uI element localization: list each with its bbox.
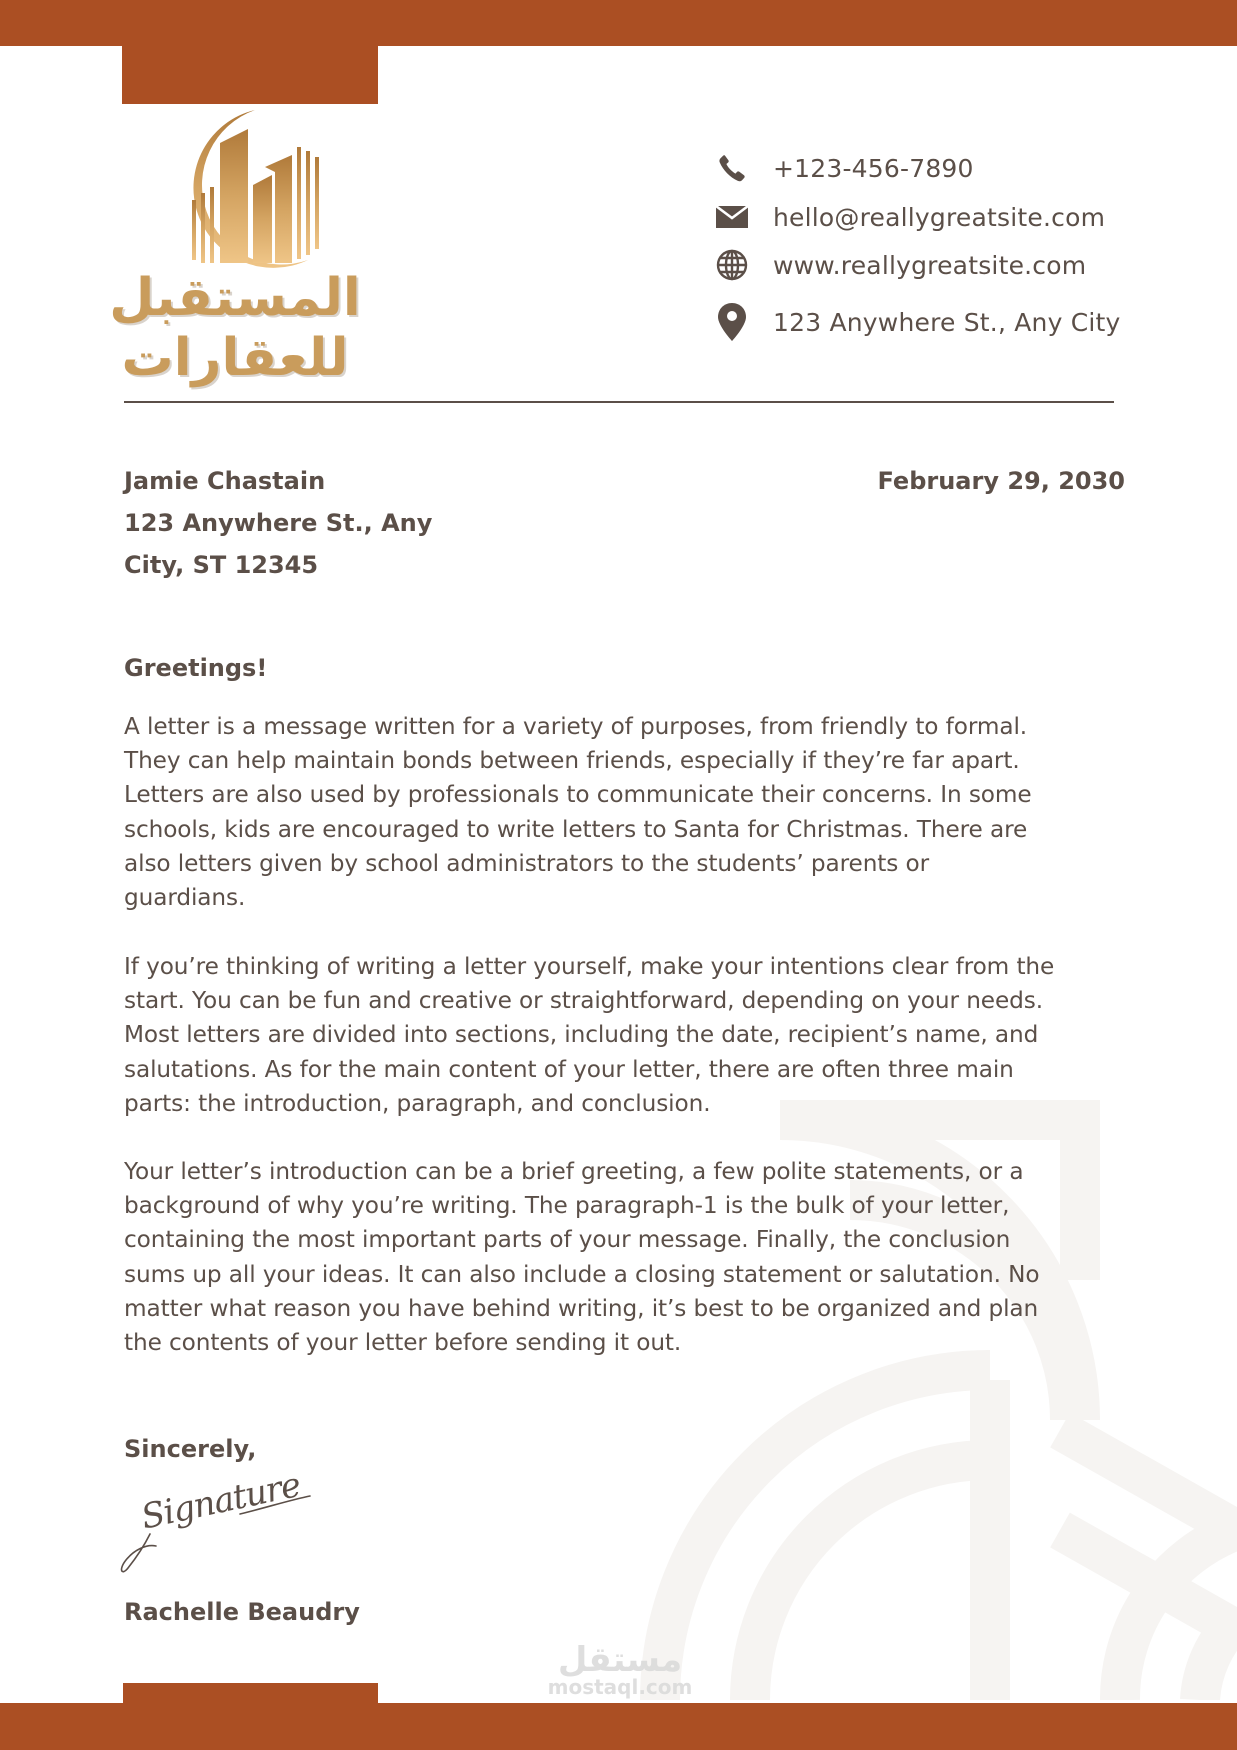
paragraph-line: guardians. — [124, 884, 246, 912]
website-url: www.reallygreatsite.com — [773, 250, 1087, 280]
header-divider — [124, 401, 1114, 403]
signature — [120, 1464, 320, 1579]
paragraph-line: matter what reason you have behind writing, it’s best to be organized and plan — [124, 1294, 1039, 1322]
paragraph-line: They can help maintain bonds between friends, especially if they’re far apart. — [124, 747, 1020, 775]
paragraph-line: sums up all your ideas. It can also include a closing statement or salutation. No — [124, 1260, 1040, 1288]
paragraph-line: If you’re thinking of writing a letter yourself, make your intentions clear from the — [124, 953, 1055, 980]
contact-address — [716, 302, 1166, 342]
recipient-name: Jamie Chastain — [124, 467, 326, 495]
paragraph-line: Most letters are divided into sections, including the date, recipient’s name, and — [124, 1021, 1039, 1049]
paragraph-1 — [124, 710, 1124, 915]
header-tab — [122, 0, 378, 104]
paragraph-3 — [124, 1155, 1124, 1360]
phone-number: +123-456-7890 — [773, 153, 974, 183]
paragraph-line: containing the most important parts of your message. Finally, the conclusion — [124, 1226, 1011, 1254]
contact-phone — [716, 148, 1166, 188]
paragraph-2 — [124, 950, 1124, 1121]
location-pin-icon — [716, 306, 748, 338]
paragraph-line: background of why you’re writing. The paragraph-1 is the bulk of your letter, — [124, 1192, 1010, 1220]
recipient-address-line1: 123 Anywhere St., Any — [124, 509, 433, 537]
paragraph-line: A letter is a message written for a variety of purposes, from friendly to formal. — [124, 713, 1028, 740]
email-address: hello@reallygreatsite.com — [773, 202, 1106, 232]
signer-name: Rachelle Beaudry — [124, 1598, 360, 1626]
signature-text: Signature — [137, 1464, 304, 1538]
closing: Sincerely, — [124, 1435, 257, 1463]
address-text: 123 Anywhere St., Any City — [773, 307, 1121, 337]
company-name-arabic: المستقبل للعقارات — [109, 268, 361, 388]
watermark — [545, 1640, 695, 1698]
paragraph-line: the contents of your letter before sending it out. — [124, 1329, 682, 1357]
logo-buildings — [192, 129, 319, 263]
letter-date: February 29, 2030 — [877, 467, 1125, 495]
watermark-latin: mostaql.com — [547, 1675, 693, 1699]
paragraph-line: parts: the introduction, paragraph, and conclusion. — [124, 1089, 711, 1117]
footer-bar — [0, 1703, 1237, 1750]
paragraph-line: schools, kids are encouraged to write letters to Santa for Christmas. There are — [124, 815, 1028, 843]
greeting: Greetings! — [124, 654, 268, 682]
paragraph-line: Letters are also used by professionals to communicate their concerns. In some — [124, 781, 1032, 809]
phone-icon — [716, 152, 748, 184]
contact-email — [716, 197, 1166, 237]
globe-icon — [716, 249, 748, 281]
recipient-address-line2: City, ST 12345 — [124, 551, 319, 579]
mail-icon — [716, 201, 748, 233]
paragraph-line: also letters given by school administrators to the students’ parents or — [124, 849, 930, 877]
paragraph-line: salutations. As for the main content of your letter, there are often three main — [124, 1055, 1014, 1083]
paragraph-line: start. You can be fun and creative or straightforward, depending on your needs. — [124, 987, 1043, 1015]
recipient-block — [124, 460, 432, 586]
contact-website — [716, 245, 1166, 285]
paragraph-line: Your letter’s introduction can be a brief greeting, a few polite statements, or a — [124, 1158, 1024, 1185]
watermark-arabic: مستقل — [557, 1640, 683, 1680]
